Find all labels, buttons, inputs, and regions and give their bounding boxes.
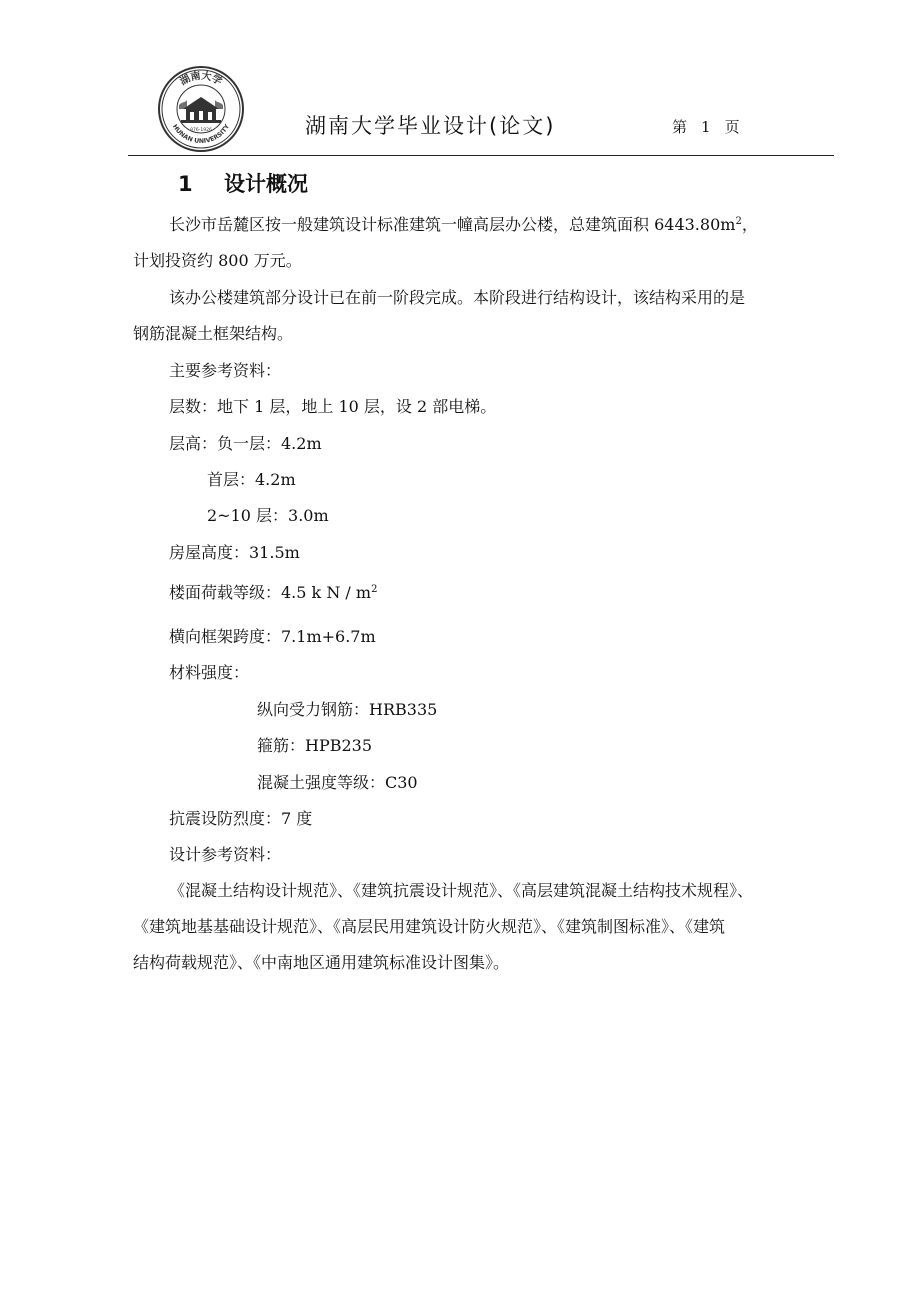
references-line-1: 《混凝土结构设计规范》、《建筑抗震设计规范》、《高层建筑混凝土结构技术规程》、: [169, 881, 754, 900]
seal-bottom-text: HUNAN UNIVERSITY: [170, 123, 232, 146]
floor-height-basement: 层高：负一层：4.2m: [169, 434, 322, 453]
references-line-2: 《建筑地基基础设计规范》、《高层民用建筑设计防火规范》、《建筑制图标准》、《建筑: [133, 917, 726, 936]
page-prefix: 第: [672, 118, 688, 136]
seal-year-text: 976-1926: [190, 128, 212, 133]
page-number: [672, 116, 740, 137]
superscript: 2: [735, 216, 742, 227]
page-number-value: 1: [701, 118, 711, 136]
section-title: 设计概况: [224, 172, 308, 196]
university-seal-logo: [157, 65, 245, 153]
building-height-line: 房屋高度：31.5m: [169, 543, 300, 562]
section-heading: [178, 168, 308, 198]
design-reference-label: 设计参考资料：: [169, 845, 282, 864]
concrete-line: 混凝土强度等级：C30: [257, 773, 418, 792]
rebar-line: 纵向受力钢筋：HRB335: [257, 700, 438, 719]
frame-span-line: 横向框架跨度：7.1m+6.7m: [169, 627, 376, 646]
seal-top-text: 湖南大学: [178, 70, 224, 88]
building-emblem-icon: [179, 97, 223, 123]
seismic-line: 抗震设防烈度：7 度: [169, 809, 313, 828]
paragraph-1-line-2: 计划投资约 800 万元。: [133, 251, 302, 270]
section-number: 1: [178, 172, 193, 196]
references-line-3: 结构荷载规范》、《中南地区通用建筑标准设计图集》。: [133, 953, 510, 972]
stirrup-line: 箍筋：HPB235: [257, 736, 373, 755]
header-divider: [128, 155, 834, 156]
superscript: 2: [371, 584, 378, 595]
text-run: 楼面荷载等级：4.5 k N / m: [169, 583, 372, 602]
floors-line: 层数：地下 1 层，地上 10 层，设 2 部电梯。: [169, 397, 497, 416]
paragraph-2-line-2: 钢筋混凝土框架结构。: [133, 324, 294, 343]
floor-height-upper: 2~10 层：3.0m: [207, 506, 329, 525]
text-run: ，: [741, 215, 758, 234]
text-run: 长沙市岳麓区按一般建筑设计标准建筑一幢高层办公楼，总建筑面积 6443.80m: [169, 215, 736, 234]
paragraph-2-line-1: 该办公楼建筑部分设计已在前一阶段完成。本阶段进行结构设计，该结构采用的是: [169, 288, 746, 307]
page-suffix: 页: [724, 118, 740, 136]
material-label: 材料强度：: [169, 663, 250, 682]
floor-height-first: 首层：4.2m: [207, 470, 296, 489]
floor-load-line: [169, 580, 377, 603]
header-title: 湖南大学毕业设计(论文): [305, 114, 556, 138]
reference-label: 主要参考资料：: [169, 361, 282, 380]
paragraph-1-line-1: [169, 212, 758, 235]
